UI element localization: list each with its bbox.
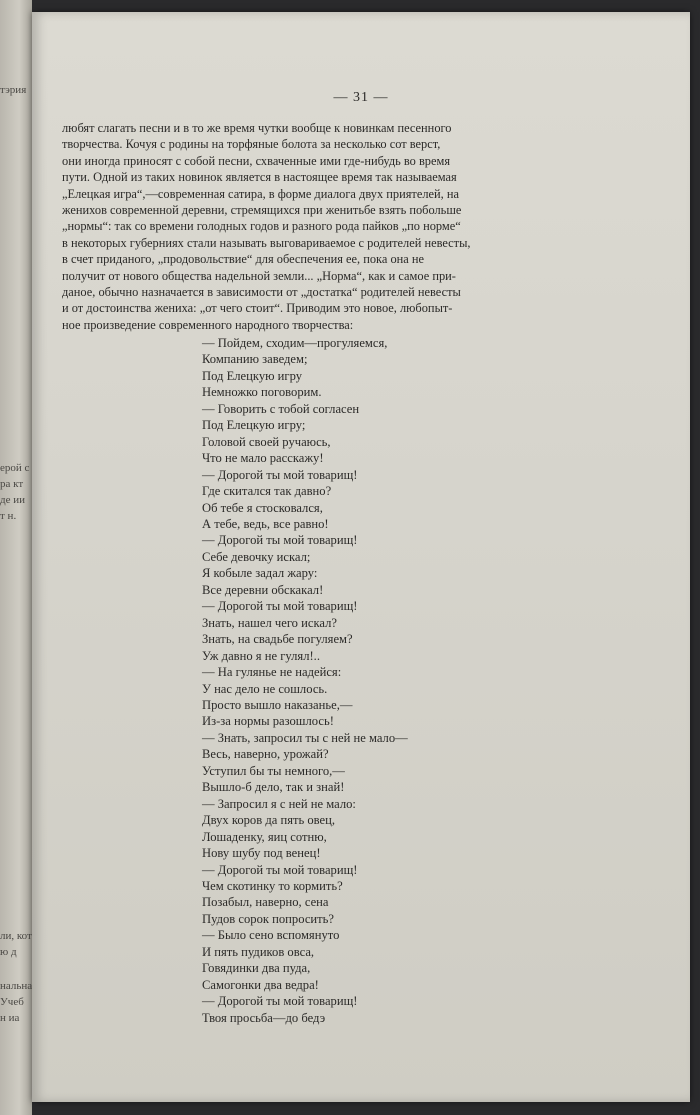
previous-page-edge [0, 0, 32, 1115]
verse-line: — Дорогой ты мой товарищ! [202, 599, 358, 614]
verse-line: Пудов сорок попросить? [202, 911, 334, 926]
prose-line: они иногда приносят с собой песни, схваченные ими где-нибудь во время [62, 153, 451, 168]
prose-paragraph [62, 120, 612, 333]
verse-line: И пять пудиков овса, [202, 944, 315, 959]
prev-page-fragment: ю д [0, 946, 17, 958]
verse-line: Твоя просьба—до бедэ [202, 1010, 326, 1025]
verse-line: Где скитался так давно? [202, 484, 332, 499]
prose-line: пути. Одной из таких новинок является в настоящее время так называемая [62, 170, 457, 185]
prose-line: творчества. Кочуя с родины на торфяные болота за несколько сот верст, [62, 137, 441, 152]
verse-line: Позабыл, наверно, сена [202, 895, 329, 910]
verse-line: — Запросил я с ней не мало: [202, 796, 356, 811]
prose-line: любят слагать песни и в то же время чутки вообще к новинкам песенного [62, 121, 452, 135]
prev-page-fragment: тэрия [0, 84, 27, 96]
page-number: — 31 — [333, 90, 389, 105]
prev-page-fragment: н иа [0, 1012, 20, 1024]
verse-line: Себе девочку искал; [202, 549, 311, 564]
verse-line: — Было сено вспомянуто [202, 928, 340, 943]
prev-page-fragment: нальна [0, 980, 32, 992]
verse-line: — Дорогой ты мой товарищ! [202, 533, 358, 548]
verse-line: — Знать, запросил ты с ней не мало— [202, 730, 408, 745]
verse-line: Просто вышло наказанье,— [202, 697, 353, 712]
verse-line: Головой своей ручаюсь, [202, 434, 331, 449]
verse-line: Компанию заведем; [202, 352, 308, 367]
verse-line: Под Елецкую игру [202, 368, 303, 383]
verse-line: Двух коров да пять овец, [202, 813, 336, 828]
verse-line: — Дорогой ты мой товарищ! [202, 467, 358, 482]
verse-block [202, 335, 522, 1026]
verse-line: Чем скотинку то кормить? [202, 878, 343, 893]
verse-line: Об тебе я стосковался, [202, 500, 323, 515]
prose-line: получит от нового общества надельной земли... „Норма“, как и самое при- [62, 268, 456, 283]
verse-line: Самогонки два ведра! [202, 977, 319, 992]
prev-page-fragment: Учеб [0, 996, 24, 1008]
verse-line: — Говорить с тобой согласен [202, 401, 360, 416]
verse-line: — Дорогой ты мой товарищ! [202, 862, 358, 877]
verse-line: Под Елецкую игру; [202, 418, 306, 433]
verse-line: Лошаденку, яиц сотню, [202, 829, 327, 844]
verse-line: Говядинки два пуда, [202, 961, 311, 976]
verse-line: — На гулянье не надейся: [202, 665, 342, 680]
verse-line: Что не мало расскажу! [202, 451, 324, 466]
verse-line: Вышло-б дело, так и знай! [202, 780, 345, 795]
verse-line: — Дорогой ты мой товарищ! [202, 994, 358, 1009]
prose-line: „нормы“: так со времени голодных годов и разного рода пайков „по норме“ [62, 219, 461, 234]
verse-line: У нас дело не сошлось. [202, 681, 328, 696]
prose-line: в счет приданого, „продовольствие“ для обеспечения ее, пока она не [62, 252, 425, 267]
prose-line: ное произведение современного народного творчества: [62, 317, 354, 332]
verse-line: Уж давно я не гулял!.. [202, 648, 320, 663]
prev-page-fragment: т н. [0, 510, 17, 522]
verse-line: Я кобыле задал жару: [202, 566, 318, 581]
verse-line: Нову шубу под венец! [202, 846, 321, 861]
verse-line: Знать, на свадьбе погуляем? [202, 632, 353, 647]
verse-line: Из-за нормы разошлось! [202, 714, 334, 729]
verse-line: Знать, нашел чего искал? [202, 615, 337, 630]
verse-line: Весь, наверно, урожай? [202, 747, 329, 762]
prev-page-fragment: де ии [0, 494, 26, 506]
prose-line: даное, обычно назначается в зависимости от „достатка“ родителей невесты [62, 285, 461, 300]
prev-page-fragment: ерой с [0, 462, 30, 474]
verse-line: А тебе, ведь, все равно! [202, 516, 329, 531]
verse-line: Все деревни обскакал! [202, 582, 324, 597]
prose-line: и от достоинства жениха: „от чего стоит“. Приводим это новое, любопыт- [62, 301, 453, 316]
verse-line: Немножко поговорим. [202, 385, 322, 400]
prose-line: в некоторых губерниях стали называть выговариваемое с родителей невесты, [62, 235, 471, 250]
prev-page-fragment: ра кт [0, 478, 24, 490]
prose-line: „Елецкая игра“,—современная сатира, в форме диалога двух приятелей, на [62, 186, 459, 201]
prose-line: женихов современной деревни, стремящихся при женитьбе взять побольше [62, 203, 462, 218]
prev-page-fragment: ли, кот [0, 930, 32, 942]
book-page [32, 12, 690, 1102]
verse-line: — Пойдем, сходим—прогуляемся, [202, 336, 388, 350]
verse-line: Уступил бы ты немного,— [202, 763, 345, 778]
